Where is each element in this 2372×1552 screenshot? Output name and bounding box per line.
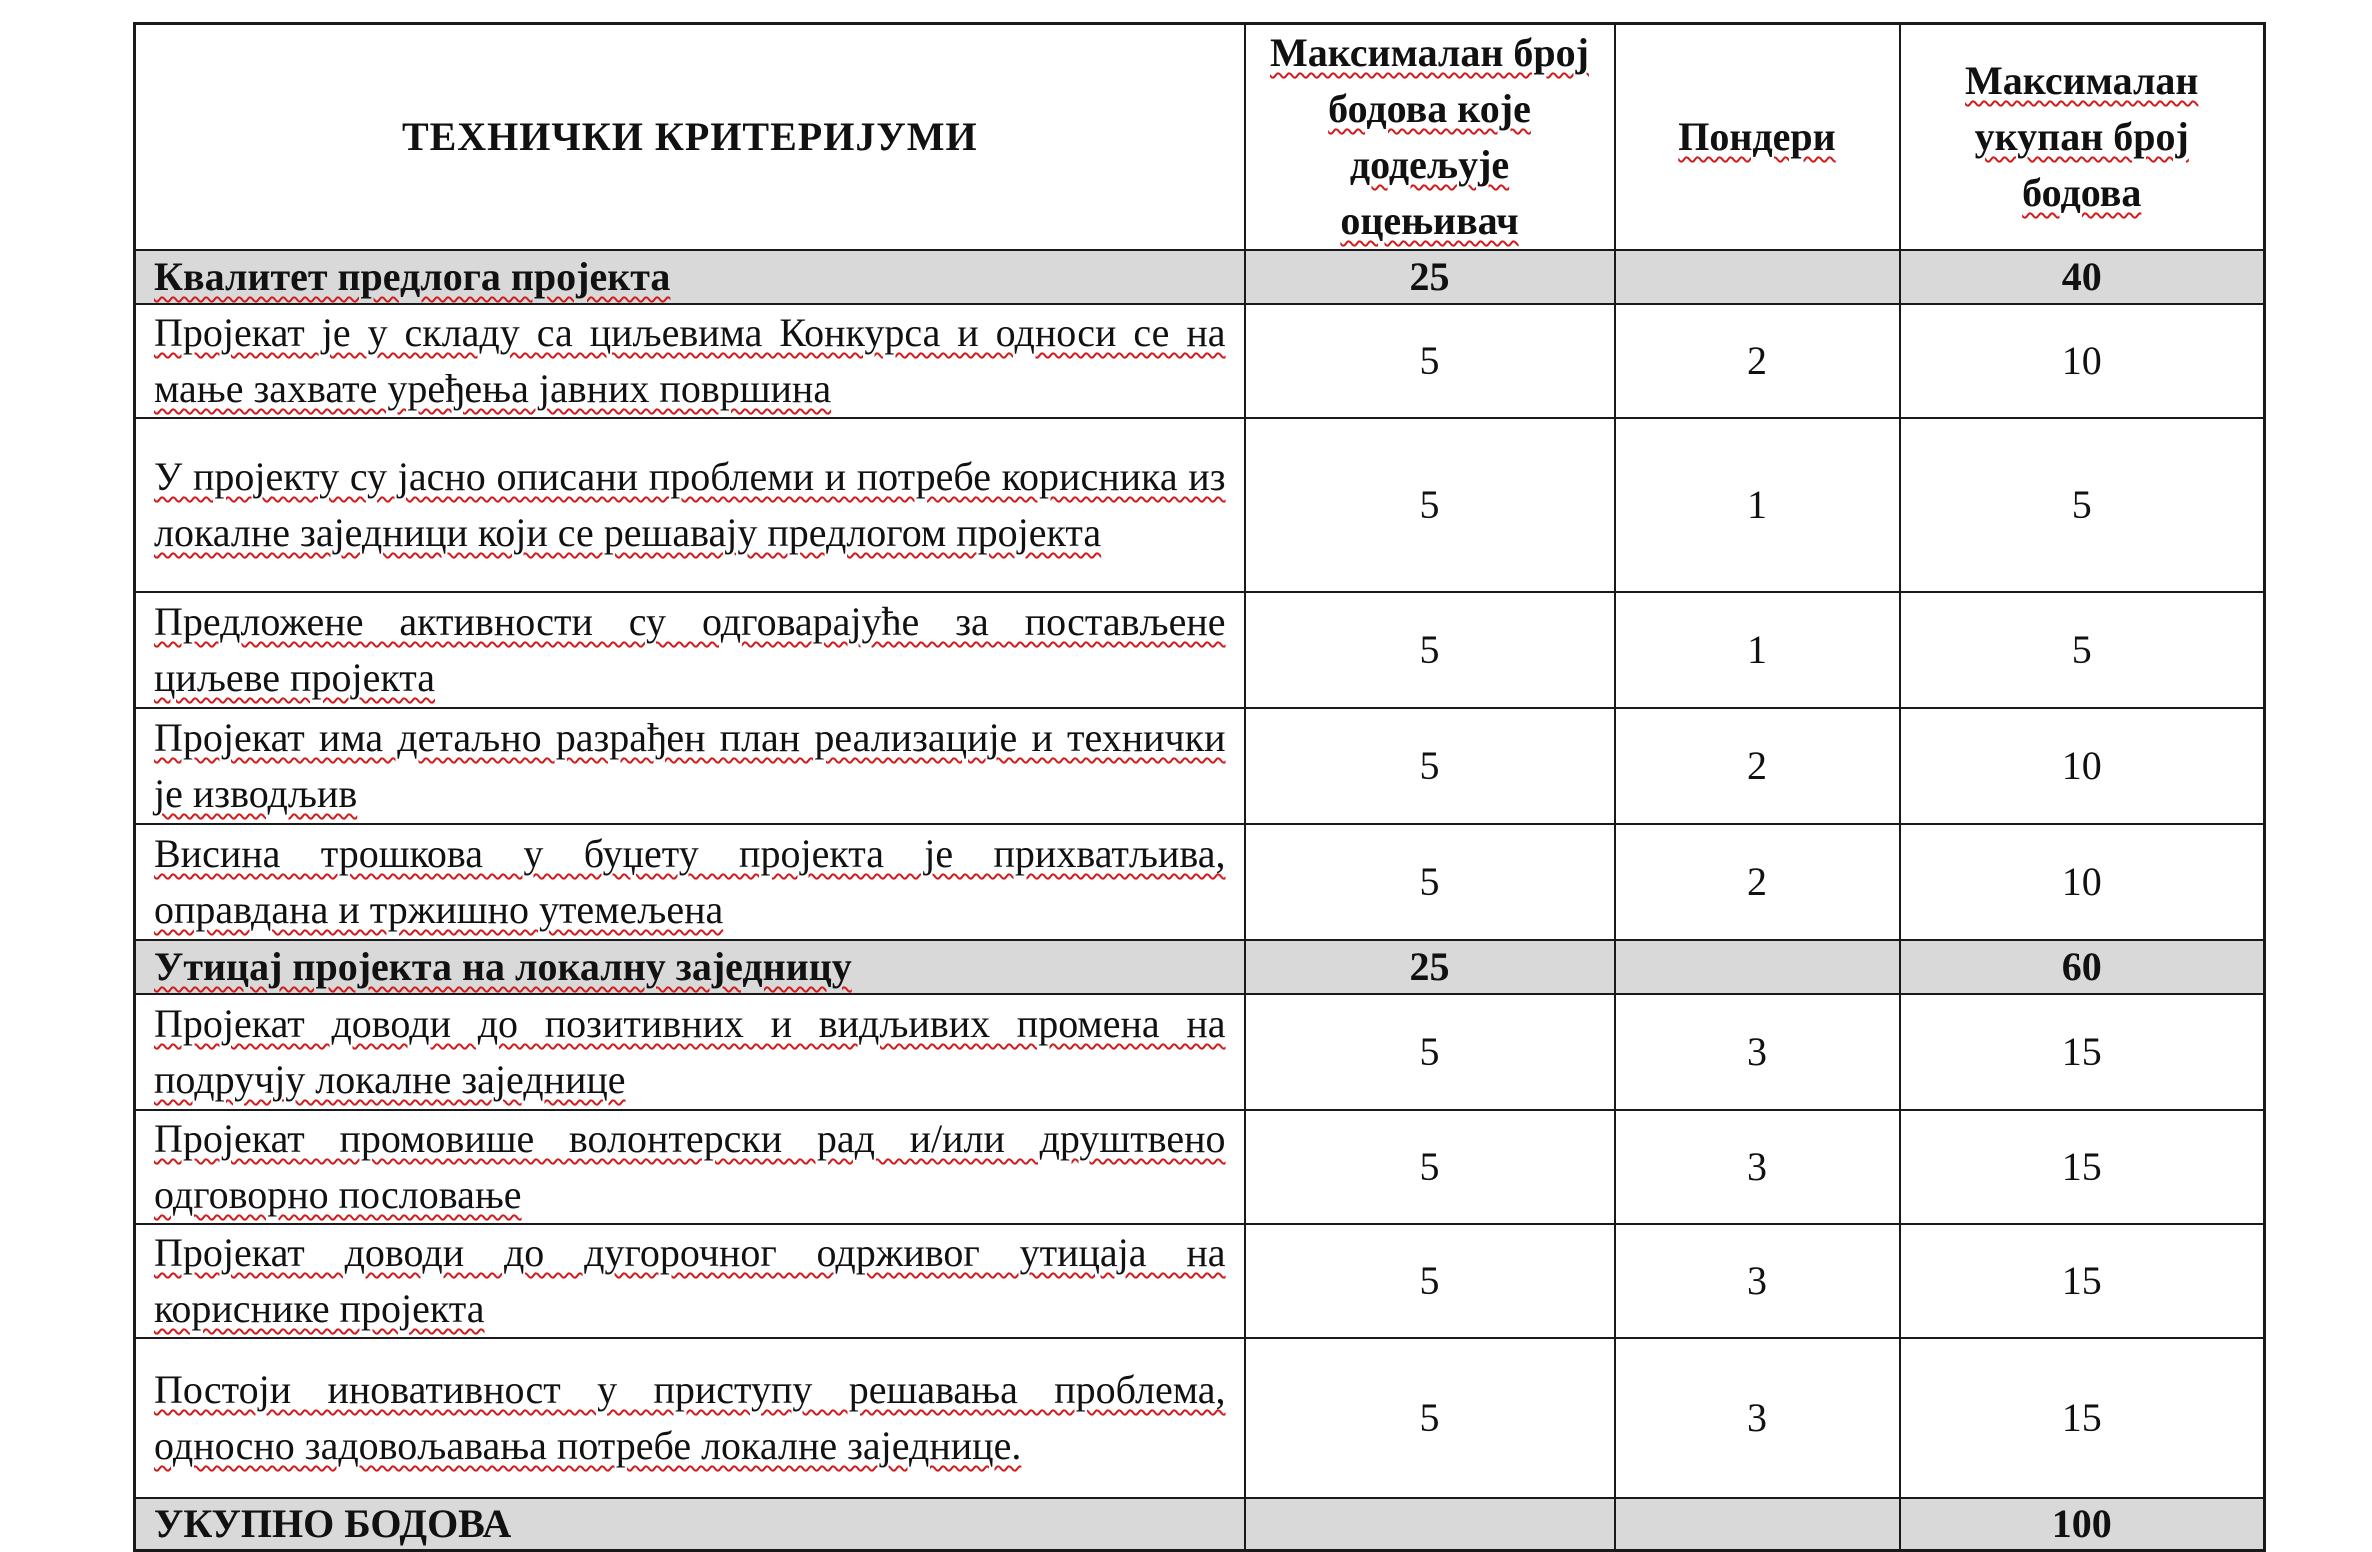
criterion-points: 5	[1245, 1224, 1615, 1338]
criterion-text: Постоји иновативност у приступу решавања проблема, односно задовољавања потребе локалне заједнице.	[135, 1338, 1245, 1498]
criterion-weight: 2	[1615, 708, 1900, 824]
criterion-total: 10	[1900, 304, 2265, 418]
criterion-text: Пројекат промовише волонтерски рад и/или друштвено одговорно пословање	[135, 1110, 1245, 1224]
section-row	[135, 250, 2265, 304]
table-row	[135, 1110, 2265, 1224]
criterion-weight: 3	[1615, 1338, 1900, 1498]
criterion-points: 5	[1245, 304, 1615, 418]
section-max-points: 25	[1245, 250, 1615, 304]
section-weight	[1615, 250, 1900, 304]
criterion-text: Пројекат доводи до дугорочног одрживог утицаја на кориснике пројекта	[135, 1224, 1245, 1338]
total-points	[1245, 1498, 1615, 1551]
section-max-total: 40	[1900, 250, 2265, 304]
table-row	[135, 592, 2265, 708]
header-max-points: Максималан број бодова које додељује оцењивач	[1245, 24, 1615, 251]
total-weight	[1615, 1498, 1900, 1551]
section-max-points: 25	[1245, 940, 1615, 994]
criterion-total: 5	[1900, 592, 2265, 708]
total-label: УКУПНО БОДОВА	[135, 1498, 1245, 1551]
criterion-points: 5	[1245, 824, 1615, 940]
table-row	[135, 1224, 2265, 1338]
header-row	[135, 24, 2265, 251]
criterion-text: Пројекат има детаљно разрађен план реализације и технички је изводљив	[135, 708, 1245, 824]
criterion-weight: 1	[1615, 418, 1900, 592]
header-criteria: ТЕХНИЧКИ КРИТЕРИЈУМИ	[135, 24, 1245, 251]
total-value: 100	[1900, 1498, 2265, 1551]
criterion-weight: 1	[1615, 592, 1900, 708]
criterion-total: 10	[1900, 708, 2265, 824]
section-weight	[1615, 940, 1900, 994]
criterion-points: 5	[1245, 708, 1615, 824]
criteria-table	[133, 22, 2266, 1552]
table-row	[135, 824, 2265, 940]
criterion-points: 5	[1245, 1338, 1615, 1498]
criterion-weight: 3	[1615, 994, 1900, 1110]
criterion-text: Предложене активности су одговарајуће за постављене циљеве пројекта	[135, 592, 1245, 708]
criterion-points: 5	[1245, 592, 1615, 708]
section-max-total: 60	[1900, 940, 2265, 994]
table-row	[135, 418, 2265, 592]
criterion-weight: 3	[1615, 1110, 1900, 1224]
table-row	[135, 994, 2265, 1110]
header-max-total: Максималан укупан број бодова	[1900, 24, 2265, 251]
criterion-total: 15	[1900, 1224, 2265, 1338]
criterion-points: 5	[1245, 994, 1615, 1110]
criterion-total: 15	[1900, 1110, 2265, 1224]
table-row	[135, 1338, 2265, 1498]
criterion-text: Висина трошкова у буџету пројекта је прихватљива, оправдана и тржишно утемељена	[135, 824, 1245, 940]
criterion-total: 5	[1900, 418, 2265, 592]
table-row	[135, 708, 2265, 824]
total-row	[135, 1498, 2265, 1551]
criterion-text: Пројекат доводи до позитивних и видљивих промена на подручју локалне заједнице	[135, 994, 1245, 1110]
criterion-weight: 2	[1615, 304, 1900, 418]
criterion-text: У пројекту су јасно описани проблеми и потребе корисника из локалне заједници који се решавају предлогом пројекта	[135, 418, 1245, 592]
section-row	[135, 940, 2265, 994]
table-row	[135, 304, 2265, 418]
criterion-weight: 3	[1615, 1224, 1900, 1338]
header-weights: Пондери	[1615, 24, 1900, 251]
criterion-points: 5	[1245, 418, 1615, 592]
criterion-total: 15	[1900, 994, 2265, 1110]
criterion-total: 15	[1900, 1338, 2265, 1498]
criterion-text: Пројекат је у складу са циљевима Конкурса и односи се на мање захвате уређења јавних површина	[135, 304, 1245, 418]
criterion-total: 10	[1900, 824, 2265, 940]
criterion-weight: 2	[1615, 824, 1900, 940]
criterion-points: 5	[1245, 1110, 1615, 1224]
section-title: Квалитет предлога пројекта	[135, 250, 1245, 304]
section-title: Утицај пројекта на локалну заједницу	[135, 940, 1245, 994]
